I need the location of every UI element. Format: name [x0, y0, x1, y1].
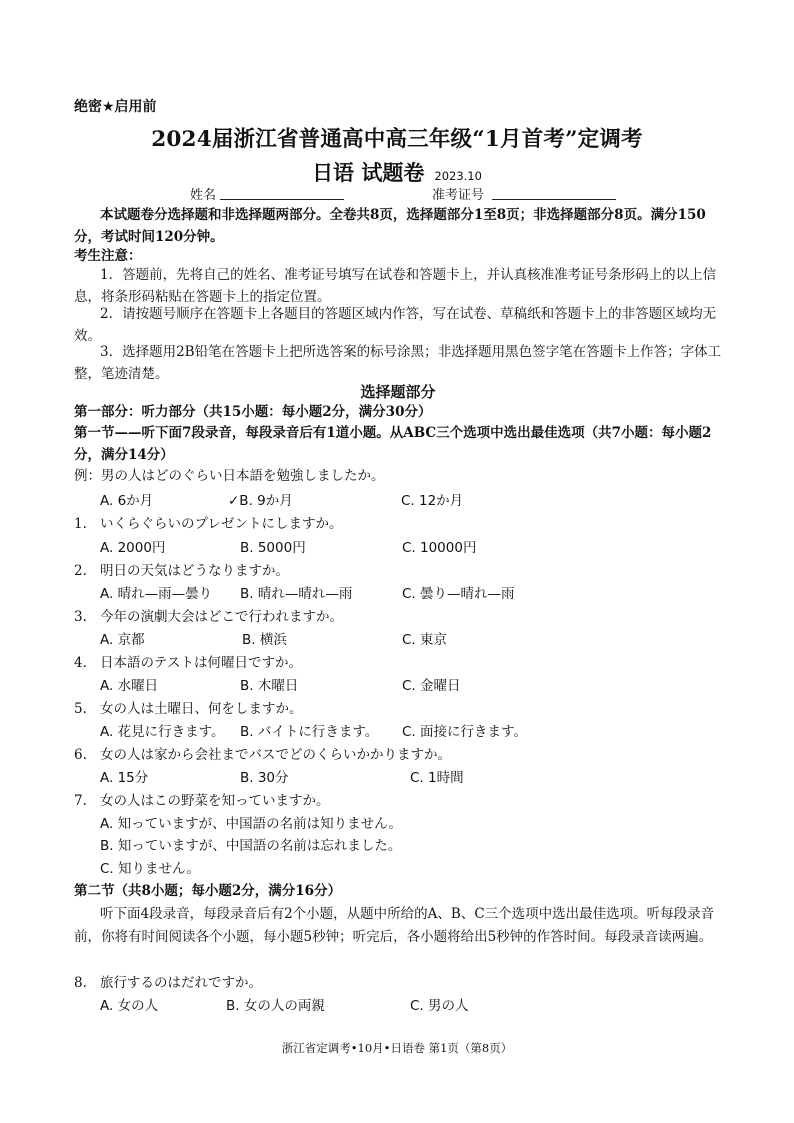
question-2: 2. 明日の天気はどうなりますか。 — [74, 563, 289, 579]
subject-title: 日语 试题卷 — [312, 160, 425, 185]
page-footer: 浙江省定调考•10月•日语卷 第1页（第8页） — [281, 1041, 513, 1055]
option-b: B. 横浜 — [242, 632, 287, 648]
exam-subtitle — [0, 157, 794, 187]
question-7-option-a: A. 知っていますが、中国語の名前は知りません。 — [100, 816, 402, 832]
option-a: A. 京都 — [100, 632, 145, 648]
intro-paragraph: 本试题卷分选择题和非选择题两部分。全卷共8页，选择题部分1至8页；非选择题部分8页。满分150分，考试时间120分钟。 — [74, 207, 706, 245]
question-3: 3. 今年の演劇大会はどこで行われますか。 — [74, 609, 343, 625]
option-c: C. 曇り—晴れ—雨 — [402, 586, 515, 602]
option-b: B. 女の人の両親 — [226, 998, 325, 1014]
question-4-options — [74, 675, 734, 697]
question-2-options — [74, 583, 734, 605]
option-b: B. 木曜日 — [240, 678, 299, 694]
option-a: A. 2000円 — [100, 540, 166, 556]
question-1: 1. いくらぐらいのプレゼントにしますか。 — [74, 516, 343, 532]
notice-title: 考生注意： — [74, 248, 142, 264]
section2-title: 第二节（共8小题；每小题2分，满分16分） — [74, 883, 342, 899]
question-5-options — [74, 721, 734, 743]
option-b: B. 30分 — [240, 770, 289, 786]
option-b: B. バイトに行きます。 — [240, 724, 379, 740]
option-c: C. 1時間 — [410, 770, 464, 786]
option-a: A. 女の人 — [100, 998, 159, 1014]
section-title: 选择题部分 — [360, 383, 436, 401]
question-6: 6. 女の人は家から会社までバスでどのくらいかかりますか。 — [74, 747, 451, 763]
option-a: A. 晴れ—雨—曇り — [100, 586, 213, 602]
question-7: 7. 女の人はこの野菜を知っていますか。 — [74, 793, 330, 809]
question-3-options — [74, 629, 734, 651]
notice-item-2: 2．请按题号顺序在答题卡上各题目的答题区域内作答，写在试卷、草稿纸和答题卡上的非答题区域均无效。 — [74, 306, 717, 344]
name-blank — [220, 199, 344, 200]
question-7-option-b: B. 知っていますが、中国語の名前は忘れました。 — [100, 838, 402, 854]
option-c: C. 面接に行きます。 — [402, 724, 527, 740]
part1-title: 第一部分：听力部分（共15小题：每小题2分，满分30分） — [74, 404, 432, 420]
question-6-options — [74, 767, 734, 789]
option-c: C. 12か月 — [401, 493, 464, 509]
notice-item-1: 1．答题前，先将自己的姓名、准考证号填写在试卷和答题卡上，并认真核准准考证号条形码上的以上信息，将条形码粘贴在答题卡上的指定位置。 — [74, 267, 717, 305]
question-7-option-c: C. 知りません。 — [100, 861, 200, 877]
option-a: A. 15分 — [100, 770, 149, 786]
section1-title: 第一节——听下面7段录音，每段录音后有1道小题。从ABC三个选项中选出最佳选项（共7小题：每小题2分，满分14分） — [74, 425, 712, 463]
option-a: A. 6か月 — [100, 493, 154, 509]
option-b: ✓B. 9か月 — [228, 493, 293, 509]
id-blank — [492, 199, 616, 200]
question-8: 8. 旅行するのはだれですか。 — [74, 975, 262, 991]
notice-item-3: 3．选择题用2B铅笔在答题卡上把所选答案的标号涂黑；非选择题用黑色签字笔在答题卡上作答；字体工整，笔迹清楚。 — [74, 344, 722, 382]
exam-title: 2024届浙江省普通高中高三年级“1月首考”定调考 — [151, 127, 643, 152]
example-options — [74, 490, 734, 512]
option-c: C. 東京 — [402, 632, 448, 648]
question-8-options — [74, 995, 734, 1017]
confidential-label: 绝密★启用前 — [74, 99, 157, 115]
option-c: C. 10000円 — [402, 540, 477, 556]
option-c: C. 金曜日 — [402, 678, 461, 694]
question-1-options — [74, 537, 734, 559]
option-b: B. 5000円 — [240, 540, 306, 556]
option-b: B. 晴れ—晴れ—雨 — [240, 586, 353, 602]
question-5: 5. 女の人は土曜日、何をしますか。 — [74, 701, 303, 717]
section2-instructions: 听下面4段录音，每段录音后有2个小题，从题中所给的A、B、C三个选项中选出最佳选项。听每段录音前，你将有时间阅读各个小题，每小题5秒钟；听完后，各小题将给出5秒钟的作答时间。每段录音读两遍。 — [74, 906, 715, 945]
exam-date: 2023.10 — [434, 169, 482, 183]
example-question: 例：男の人はどのぐらい日本語を勉強しましたか。 — [74, 468, 385, 484]
option-a: A. 花見に行きます。 — [100, 724, 225, 740]
option-a: A. 水曜日 — [100, 678, 159, 694]
name-label: 姓名 — [190, 188, 217, 203]
option-c: C. 男の人 — [410, 998, 469, 1014]
question-4: 4. 日本語のテストは何曜日ですか。 — [74, 655, 302, 671]
id-label: 准考证号 — [432, 188, 485, 203]
